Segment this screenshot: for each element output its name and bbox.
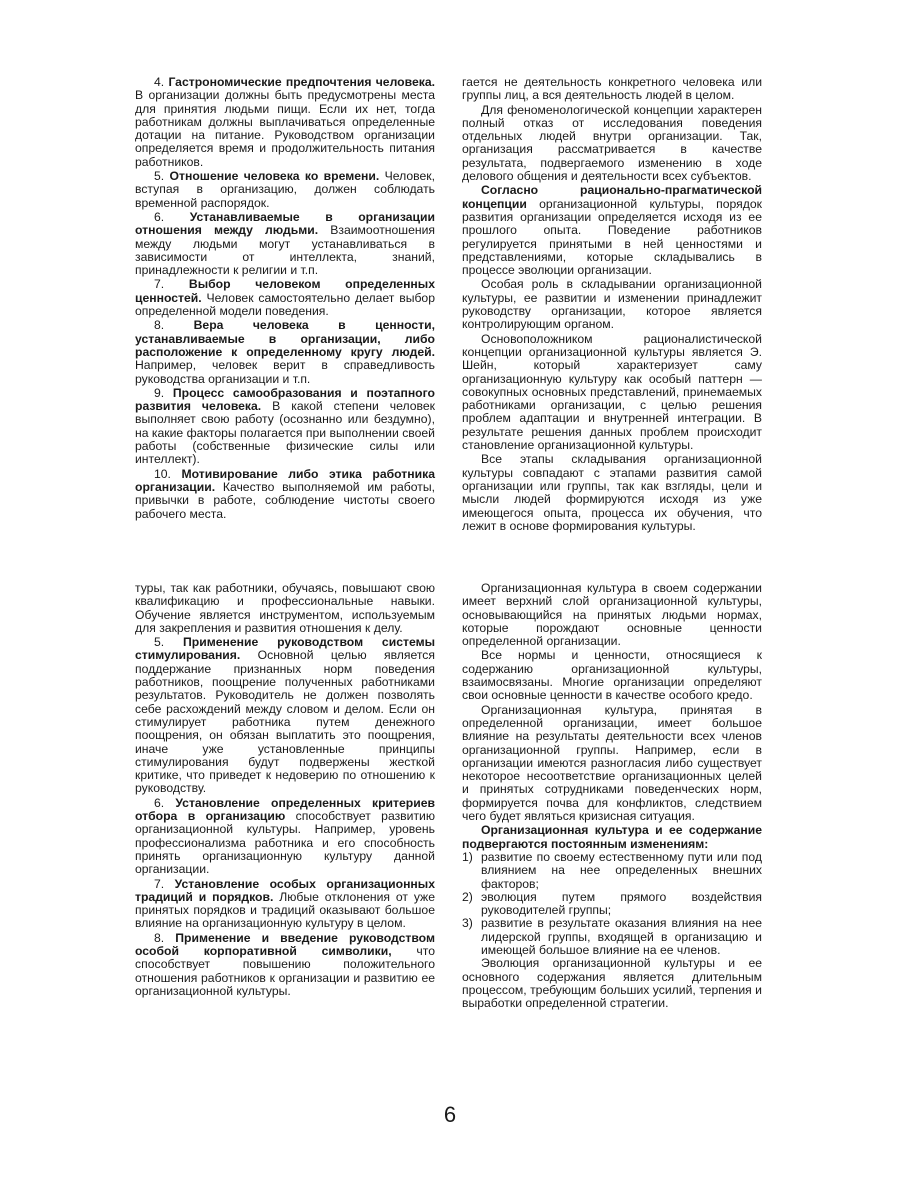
body-text: В какой степени человек выполняет свою работу (осознанно или бездумно), на какие факторы полагается при выполнении своей работы (собственные физические силы или интеллект). [135, 399, 435, 467]
bold-heading: Мотивирование либо этика работника организации. [135, 466, 435, 494]
block1-left-column [135, 76, 435, 521]
paragraph [135, 211, 435, 277]
paragraph [135, 76, 435, 169]
item-number: 10. [154, 466, 182, 481]
body-text: Особая роль в складывании организационной культуры, ее развитии и изменении принадлежит руководству организации, которое является контролирующим органом. [462, 277, 762, 332]
paragraph [462, 824, 762, 851]
paragraph [135, 797, 435, 877]
body-text: Организационная культура, принятая в определенной организации, имеет большое влияние на результаты деятельности всех членов организационной группы. Например, если в организации имеются разногласия либо существует некоторое несоответствие организационных целей и принятых сотрудниками поведенческих норм, формируется почва для конфликтов, следствием чего будет являться кризисная ситуация. [462, 702, 762, 824]
list-item [462, 917, 762, 957]
changes-list [462, 851, 762, 957]
paragraph [462, 704, 762, 824]
body-text: Например, человек верит в справедливость руководства организации и т.п. [135, 358, 435, 386]
body-text: Все нормы и ценности, относящиеся к содержанию организационной культуры, взаимосвязаны. Многие организации определяют свои основные ценности в качестве особого кредо. [462, 648, 762, 703]
item-number: 8. [154, 318, 194, 333]
block1-right-column [462, 76, 762, 533]
body-text: что способствует повышению положительного отношения работников к организации и развитию ее организационной культуры. [135, 944, 435, 998]
paragraph [462, 453, 762, 533]
body-text: Основной целью является поддержание признанных норм поведения работников, поощрение полученных работниками результатов. Руководитель не должен позволять себе расхождений между словом и делом. Если он стимулирует работника путем денежного поощрения, он обязан выплатить это поощрения, иначе уже установленные принципы стимулирования будут подвержены жесткой критике, что приведет к недоверию по отношению к руководству. [135, 648, 435, 796]
list-item [462, 891, 762, 918]
body-text: гается не деятельность конкретного человека или группы лиц, а вся деятельность людей в целом. [462, 75, 762, 103]
item-number: 9. [154, 385, 173, 400]
paragraph [462, 333, 762, 453]
bold-heading: Процесс самообразования и поэтапного развития человека. [135, 385, 435, 414]
paragraph [135, 468, 435, 521]
bold-heading: Применение и введение руководством особой корпоративной символики, [135, 930, 435, 959]
paragraph [135, 387, 435, 467]
bold-heading: Организационная культура и ее содержание подвергаются постоянным изменениям: [462, 823, 762, 851]
body-text: организационной культуры, порядок развития организации определяется исходя из ее прошлого опыта. Поведение работников регулируется принятыми в ней ценностями и представлениями, которые складывались в процессе эволюции организации. [462, 196, 762, 278]
list-number: 1) [462, 849, 473, 864]
body-text: способствует развитию организационной культуры. Например, уровень профессионализма работника и его способность принять организационную культуру данной организации. [135, 809, 435, 877]
block2-right-column [462, 582, 762, 1011]
body-text: Основоположником рационалистической концепции организационной культуры является Э. Шейн, который характеризует саму организационную культуру как особый паттерн — совокупных основных представлений, принемаемых работниками организации, с целью решения проблем адаптации и внутренней интеграции. В результате решения данных проблем происходит становление организационной культуры. [462, 331, 762, 453]
body-text: Качество выполняемой им работы, привычки в работе, соблюдение чистоты своего рабочего места. [135, 479, 435, 521]
bold-heading: Гастрономические предпочтения человека. [168, 75, 435, 89]
block2-left-column [135, 582, 435, 998]
item-number: 5. [154, 635, 183, 650]
item-number: 6. [154, 209, 190, 224]
paragraph [462, 582, 762, 648]
bold-heading: Установление определенных критериев отбора в организацию [135, 795, 435, 824]
bold-heading: Вера человека в ценности, устанавливаемые в организации, либо расположение к определенному кругу людей. [135, 318, 435, 359]
bold-heading: Выбор человеком определенных ценностей. [135, 277, 435, 305]
paragraph [135, 932, 435, 998]
paragraph [462, 184, 762, 277]
item-number: 7. [154, 876, 175, 891]
body-text: Взаимоотношения между людьми могут устанавливаться в зависимости от интеллекта, знаний, принадлежности к религии и т.п. [135, 223, 436, 278]
body-text: Человек самостоятельно делает выбор определенной модели поведения. [135, 290, 435, 319]
body-text: Для феноменологической концепции характерен полный отказ от исследования поведения отдельных людей внутри организации. Так, организация рассматривается в качестве результата, подвергаемого изменению в ходе делового общения и деятельности всех субъектов. [462, 102, 762, 184]
paragraph [135, 878, 435, 931]
list-item [462, 851, 762, 891]
item-number: 7. [154, 277, 189, 292]
paragraph [135, 319, 435, 385]
bold-heading: Отношение человека ко времени. [169, 169, 380, 184]
paragraph [462, 649, 762, 702]
paragraph [135, 636, 435, 796]
item-number: 4. [154, 75, 169, 89]
list-text: эволюция путем прямого воздействия руководителей группы; [481, 889, 762, 918]
list-text: развитие в результате оказания влияния на нее лидерской группы, входящей в организацию и имеющей большое влияние на ее членов. [481, 916, 762, 958]
body-text: Человек, вступая в организацию, должен соблюдать временной распорядок. [135, 169, 435, 210]
item-number: 8. [154, 930, 176, 945]
body-text: В организации должны быть предусмотрены места для принятия людьми пищи. Если их нет, тогда работникам должны выплачиваться определенные дотации на питание. Руководством организации определяется время и продолжительность питания работников. [135, 88, 435, 169]
paragraph [135, 582, 435, 635]
body-text: Все этапы складывания организационной культуры совпадают с этапами развития самой организации или группы, так как взгляды, цели и мысли людей формируются исходя из уже имеющегося опыта, процесса их обучения, что лежит в основе формирования культуры. [462, 452, 762, 533]
paragraph [462, 278, 762, 331]
bold-heading: Установление особых организационных традиций и порядков. [135, 876, 435, 904]
bold-heading: Согласно рационально-прагматической концепции [462, 183, 762, 211]
paragraph [462, 104, 762, 184]
paragraph [462, 76, 762, 103]
list-text: развитие по своему естественному пути или под влиянием на нее определенных внешних факторов; [481, 849, 762, 891]
page-number: 6 [443, 1102, 457, 1127]
list-number: 2) [462, 889, 473, 904]
item-number: 6. [154, 795, 176, 810]
item-number: 5. [154, 169, 170, 184]
list-number: 3) [462, 916, 473, 931]
paragraph [135, 170, 435, 210]
closing-paragraph: Эволюция организационной культуры и ее основного содержания является длительным процессом, требующим больших усилий, терпения и выработки определенной стратегии. [462, 956, 762, 1011]
body-text: Любые отклонения от уже принятых порядков и традиций оказывают большое влияние на организационную культуру в целом. [135, 889, 435, 931]
bold-heading: Устанавливаемые в организации отношения между людьми. [135, 209, 435, 238]
body-text: Организационная культура в своем содержании имеет верхний слой организационной культуры, основывающийся на принятых людьми нормах, которые порождают основные ценности определенной организации. [462, 581, 762, 649]
bold-heading: Применение руководством системы стимулирования. [135, 635, 435, 663]
paragraph [135, 278, 435, 318]
body-text: туры, так как работники, обучаясь, повышают свою квалификацию и профессиональные навыки. Обучение является инструментом, используемым для закрепления и развития отношения к делу. [135, 581, 435, 635]
